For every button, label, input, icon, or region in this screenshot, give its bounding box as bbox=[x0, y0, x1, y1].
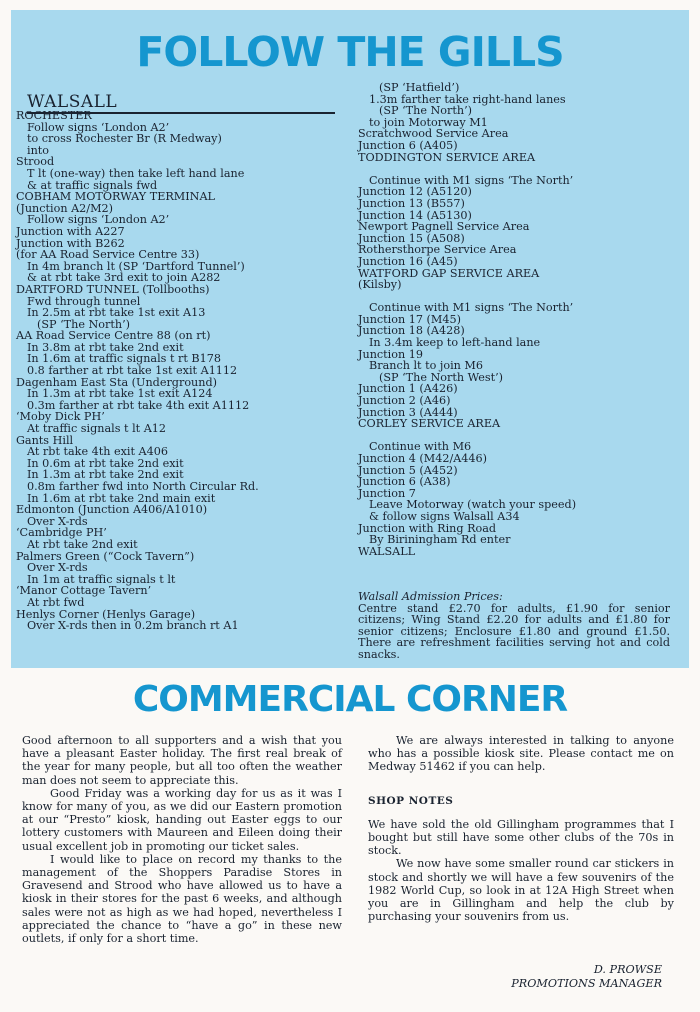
route-step: In 2.5m at rbt take 1st exit A13 bbox=[27, 306, 206, 320]
route-step: Dagenham East Sta (Underground) bbox=[16, 375, 217, 389]
route-step: (Junction A2/M2) bbox=[16, 201, 114, 215]
route-step: Junction 12 (A5120) bbox=[358, 185, 472, 199]
paragraph: Good afternoon to all supporters and a wish that you have a pleasant Easter holiday. The first real break of the year for many people, but all too often the weather man does not seem to appreciate this. bbox=[22, 734, 342, 787]
route-step: Over X-rds then in 0.2m branch rt A1 bbox=[27, 619, 239, 633]
route-step: Over X-rds bbox=[27, 514, 88, 528]
route-step: Junction 17 (M45) bbox=[358, 312, 461, 326]
route-step: In 3.4m keep to left-hand lane bbox=[369, 336, 541, 350]
admission-text: Centre stand £2.70 for adults, £1.90 for senior citizens; Wing Stand £2.20 for adults and £1.80 for senior citizens; Enclosure £1.80 and ground £1.50. There are refreshment facilities serving hot and cold snacks. bbox=[358, 601, 670, 661]
paragraph: We are always interested in talking to anyone who has a possible kiosk site. Please contact me on Medway 51462 if you can help. bbox=[368, 734, 674, 774]
route-step: Junction 6 (A405) bbox=[358, 138, 458, 152]
route-step: Follow signs ‘London A2’ bbox=[27, 213, 170, 227]
route-step: Junction with A227 bbox=[16, 224, 125, 238]
route-step: 0.8m farther fwd into North Circular Rd. bbox=[27, 480, 259, 493]
route-step: (for AA Road Service Centre 33) bbox=[16, 248, 200, 262]
route-step: Junction 1 (A426) bbox=[358, 382, 458, 396]
route-step: Junction 2 (A46) bbox=[358, 394, 451, 408]
route-step: Edmonton (Junction A406/A1010) bbox=[16, 503, 208, 517]
route-step: (SP ‘The North West’) bbox=[379, 370, 504, 384]
route-step: By Biriningham Rd enter bbox=[369, 533, 511, 547]
route-step: (SP ‘Hatfield’) bbox=[379, 81, 460, 94]
route-step: In 3.8m at rbt take 2nd exit bbox=[27, 340, 184, 354]
route-step: Fwd through tunnel bbox=[27, 294, 141, 308]
route-step: At rbt take 2nd exit bbox=[27, 537, 138, 551]
route-step: Branch lt to join M6 bbox=[369, 359, 484, 373]
route-step: Junction 14 (A5130) bbox=[358, 208, 472, 222]
route-steps-right bbox=[358, 82, 576, 557]
route-step: Junction with B262 bbox=[16, 236, 125, 250]
route-step: & at rbt take 3rd exit to join A282 bbox=[27, 271, 221, 285]
route-step: (Kilsby) bbox=[358, 278, 402, 292]
route-step: Junction 13 (B557) bbox=[358, 196, 465, 210]
commercial-right-column bbox=[368, 734, 674, 990]
route-step: Follow signs ‘London A2’ bbox=[27, 120, 170, 134]
route-step: Continue with M6 bbox=[369, 440, 472, 454]
commercial-left-column bbox=[22, 734, 342, 945]
route-step: Scratchwood Service Area bbox=[358, 127, 509, 141]
route-step: ‘Cambridge PH’ bbox=[16, 526, 107, 540]
route-step: WALSALL bbox=[358, 544, 416, 558]
route-step: into bbox=[27, 143, 50, 157]
route-step: At rbt take 4th exit A406 bbox=[27, 445, 168, 459]
route-step: ‘Moby Dick PH’ bbox=[16, 410, 105, 424]
route-step: Junction 6 (A38) bbox=[358, 475, 451, 489]
signature-role: PROMOTIONS MANAGER bbox=[511, 976, 662, 990]
route-step: Junction with Ring Road bbox=[358, 521, 497, 535]
route-step: Palmers Green (“Cock Tavern”) bbox=[16, 549, 195, 563]
route-step: In 1.3m at rbt take 1st exit A124 bbox=[27, 387, 213, 401]
route-step: Junction 19 bbox=[358, 347, 423, 361]
route-step: Henlys Corner (Henlys Garage) bbox=[16, 607, 196, 621]
route-step: ‘Manor Cottage Tavern’ bbox=[16, 584, 152, 598]
route-step: Junction 15 (A508) bbox=[358, 231, 465, 245]
route-step: Junction 4 (M42/A446) bbox=[358, 452, 488, 465]
paragraph: Good Friday was a working day for us as it was I know for many of you, as we did our Eastern promotion at our “Presto” kiosk, handing out Easter eggs to our lottery customers with Maureen and Eileen doing their usual excellent job in promoting our ticket sales. bbox=[22, 786, 342, 853]
route-step: CORLEY SERVICE AREA bbox=[358, 417, 501, 431]
route-step: DARTFORD TUNNEL (Tollbooths) bbox=[16, 282, 210, 296]
route-step: Continue with M1 signs ‘The North’ bbox=[369, 173, 574, 187]
route-step: In 1m at traffic signals t lt bbox=[27, 572, 176, 586]
commercial-corner-title: COMMERCIAL CORNER bbox=[132, 679, 568, 720]
route-step: Continue with M1 signs ‘The North’ bbox=[369, 301, 574, 315]
route-step: (SP ‘The North’) bbox=[37, 317, 131, 331]
route-step: AA Road Service Centre 88 (on rt) bbox=[16, 329, 211, 343]
route-step: Over X-rds bbox=[27, 561, 88, 575]
route-step: At traffic signals t lt A12 bbox=[27, 422, 167, 436]
signature bbox=[368, 963, 674, 989]
route-step: (SP ‘The North’) bbox=[379, 104, 473, 118]
admission-title: Walsall Admission Prices: bbox=[358, 590, 503, 603]
route-step: COBHAM MOTORWAY TERMINAL bbox=[16, 190, 215, 204]
route-step: In 1.6m at traffic signals t rt B178 bbox=[27, 352, 221, 366]
route-step: At rbt fwd bbox=[27, 595, 85, 609]
route-step: to join Motorway M1 bbox=[369, 115, 488, 129]
admission-prices bbox=[358, 591, 670, 661]
route-step: TODDINGTON SERVICE AREA bbox=[358, 150, 536, 164]
route-step: Gants Hill bbox=[16, 433, 74, 447]
route-step bbox=[358, 163, 576, 175]
route-steps-left bbox=[16, 110, 259, 632]
route-step: In 1.6m at rbt take 2nd main exit bbox=[27, 491, 216, 505]
route-step: Strood bbox=[16, 155, 55, 169]
route-step: In 0.6m at rbt take 2nd exit bbox=[27, 456, 184, 470]
paragraph: I would like to place on record my thanks to the management of the Shoppers Paradise Stores in Gravesend and Strood who have allowed us to have a kiosk in their stores for the past 6 weeks, and although sales were not as high as we had hoped, nevertheless I appreciated the chance to “have a go” in these new outlets, if only for a short time. bbox=[22, 852, 342, 946]
signature-name: D. PROWSE bbox=[593, 963, 662, 977]
route-step: & follow signs Walsall A34 bbox=[369, 509, 520, 523]
route-step: Newport Pagnell Service Area bbox=[358, 220, 530, 234]
paragraph: We have sold the old Gillingham programmes that I bought but still have some other clubs of the 70s in stock. bbox=[368, 817, 674, 858]
route-step: Junction 16 (A45) bbox=[358, 254, 458, 268]
route-step: 0.3m farther at rbt take 4th exit A1112 bbox=[27, 398, 250, 412]
paragraph: We now have some smaller round car stickers in stock and shortly we will have a few souvenirs of the 1982 World Cup, so look in at 12A High Street when you are in Gillingham and help the club by purchasing your souvenirs from us. bbox=[368, 857, 674, 924]
route-step: ROCHESTER bbox=[16, 109, 92, 122]
route-step: & at traffic signals fwd bbox=[27, 178, 158, 192]
route-step: 1.3m farther take right-hand lanes bbox=[369, 92, 566, 106]
route-title: FOLLOW THE GILLS bbox=[136, 28, 564, 76]
route-step: In 4m branch lt (SP ‘Dartford Tunnel’) bbox=[27, 259, 245, 273]
route-step: T lt (one-way) then take left hand lane bbox=[27, 166, 245, 180]
destination-heading: WALSALL bbox=[27, 92, 118, 112]
route-step: to cross Rochester Br (R Medway) bbox=[27, 132, 222, 146]
route-step: Rothersthorpe Service Area bbox=[358, 243, 517, 257]
shop-notes-heading: SHOP NOTES bbox=[368, 794, 454, 807]
route-step: Junction 3 (A444) bbox=[358, 405, 458, 419]
route-step: 0.8 farther at rbt take 1st exit A1112 bbox=[27, 364, 238, 378]
route-step: Leave Motorway (watch your speed) bbox=[369, 498, 577, 512]
route-step: Junction 18 (A428) bbox=[358, 324, 465, 338]
route-step: Junction 7 bbox=[358, 486, 416, 500]
route-step: In 1.3m at rbt take 2nd exit bbox=[27, 468, 184, 482]
route-step: Junction 5 (A452) bbox=[358, 463, 458, 477]
route-step: WATFORD GAP SERVICE AREA bbox=[358, 266, 540, 280]
